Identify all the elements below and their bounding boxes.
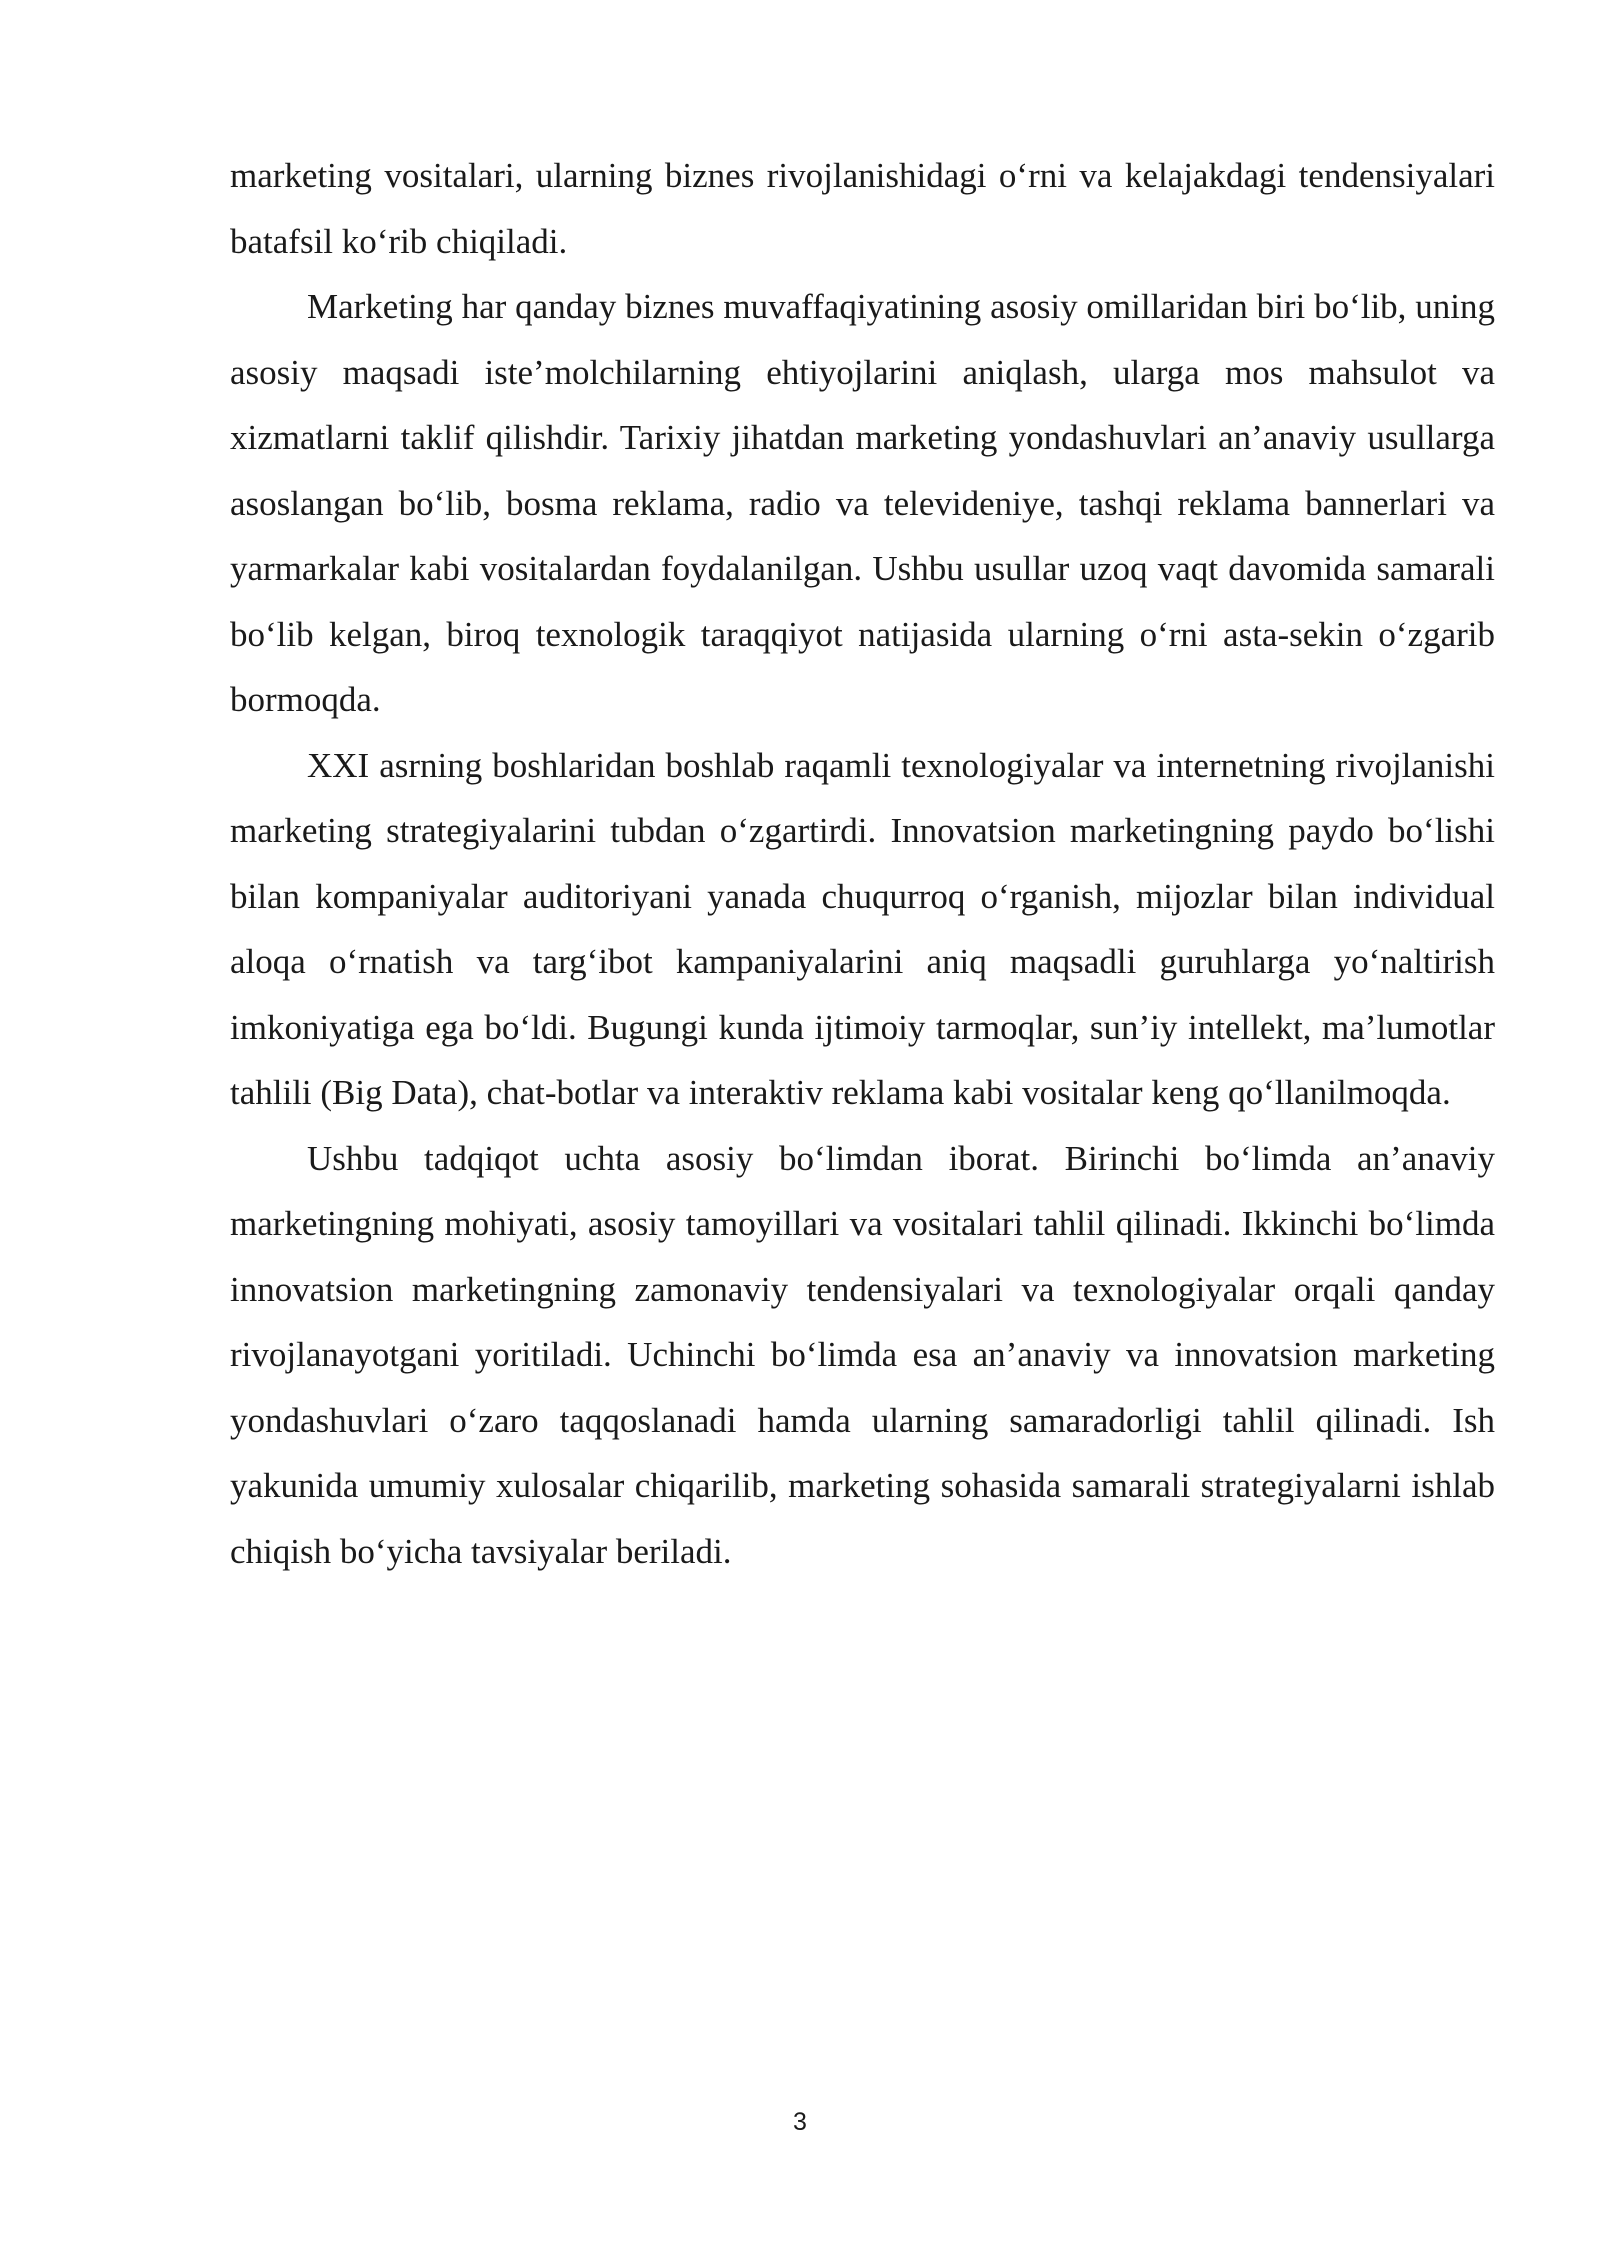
paragraph-digital-era: XXI asrning boshlaridan boshlab raqamli texnologiyalar va internetning rivojlanishi marketing strategiyalarini tubdan o‘zgartirdi. Innovatsion marketingning paydo bo‘lishi bilan kompaniyalar auditoriyani yanada chuqurroq o‘rganish, mijozlar bilan individual aloqa o‘rnatish va targ‘ibot kampaniyalarini aniq maqsadli guruhlarga yo‘naltirish imkoniyatiga ega bo‘ldi. Bugungi kunda ijtimoiy tarmoqlar, sun’iy intellekt, ma’lumotlar tahlili (Big Data), chat-botlar va interaktiv reklama kabi vositalar keng qo‘llanilmoqda. [230,745,1495,1112]
paragraph-continuation: marketing vositalari, ularning biznes rivojlanishidagi o‘rni va kelajakdagi tendensiyalari batafsil ko‘rib chiqiladi. [230,156,1495,261]
body-text [230,143,1495,1584]
paragraph-marketing-intro: Marketing har qanday biznes muvaffaqiyatining asosiy omillaridan biri bo‘lib, uning asosiy maqsadi iste’molchilarning ehtiyojlarini aniqlash, ularga mos mahsulot va xizmatlarni taklif qilishdir. Tarixiy jihatdan marketing yondashuvlari an’anaviy usullarga asoslangan bo‘lib, bosma reklama, radio va televideniye, tashqi reklama bannerlari va yarmarkalar kabi vositalardan foydalanilgan. Ushbu usullar uzoq vaqt davomida samarali bo‘lib kelgan, biroq texnologik taraqqiyot natijasida ularning o‘rni asta-sekin o‘zgarib bormoqda. [230,287,1495,719]
paragraph-research-structure: Ushbu tadqiqot uchta asosiy bo‘limdan iborat. Birinchi bo‘limda an’anaviy marketingning mohiyati, asosiy tamoyillari va vositalari tahlil qilinadi. Ikkinchi bo‘limda innovatsion marketingning zamonaviy tendensiyalari va texnologiyalar orqali qanday rivojlanayotgani yoritiladi. Uchinchi bo‘limda esa an’anaviy va innovatsion marketing yondashuvlari o‘zaro taqqoslanadi hamda ularning samaradorligi tahlil qilinadi. Ish yakunida umumiy xulosalar chiqarilib, marketing sohasida samarali strategiyalarni ishlab chiqish bo‘yicha tavsiyalar beriladi. [230,1138,1495,1571]
page-number: 3 [793,2108,807,2136]
